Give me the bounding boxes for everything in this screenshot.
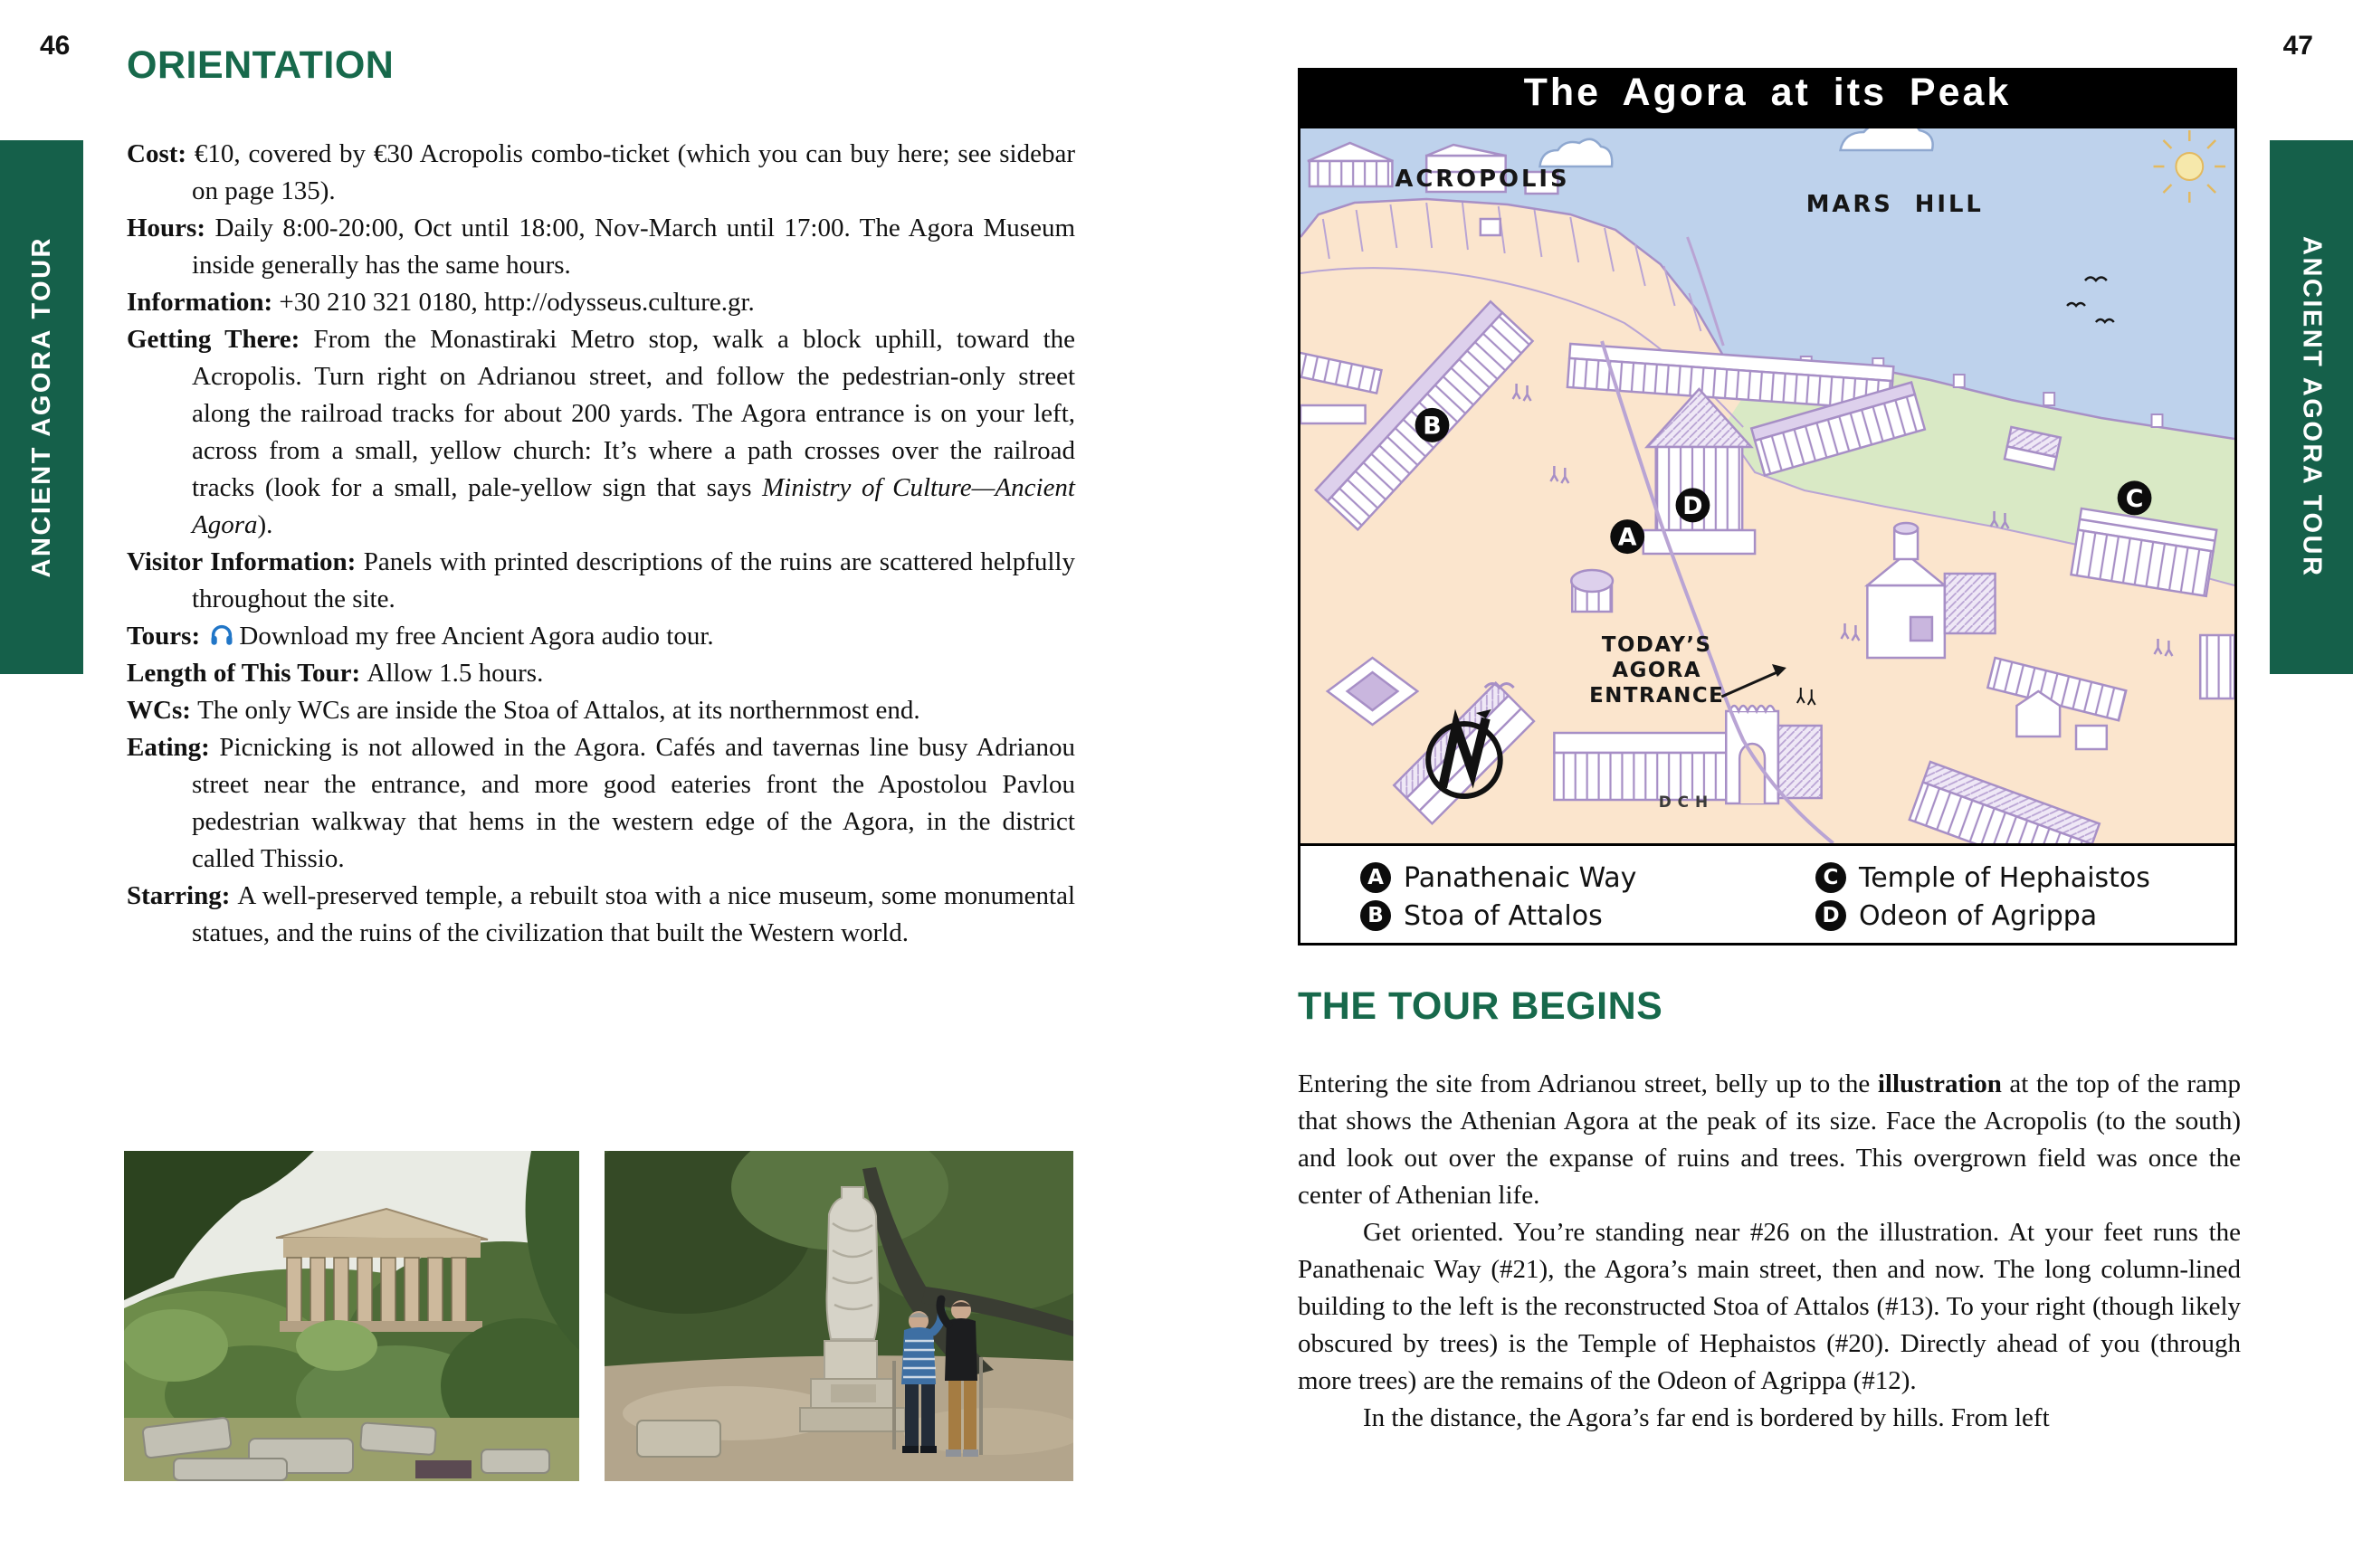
info-item-length-of-this-tour: Length of This Tour: Allow 1.5 hours. (127, 659, 544, 688)
info-label: Information: (127, 288, 280, 317)
legend-marker-d: D (1815, 900, 1846, 931)
info-label: Visitor Information: (127, 547, 364, 576)
artist-signature: DCH (1658, 792, 1715, 812)
info-item-cost: Cost: €10, covered by €30 Acropolis combo-ticket (which you can buy here; see sidebar on page 135). (127, 139, 1076, 205)
info-label: WCs: (127, 696, 198, 725)
info-label: Hours: (127, 214, 215, 242)
svg-text:ENTRANCE: ENTRANCE (1589, 683, 1725, 708)
map-illustration (1300, 128, 2234, 843)
map-marker-d (1676, 488, 1710, 522)
agora-map-panel (1298, 68, 2237, 946)
tour-begins-text (1298, 1066, 2241, 1437)
left-margin-tab (0, 140, 83, 674)
legend-name: Panathenaic Way (1404, 861, 1637, 894)
svg-text:A: A (1617, 523, 1637, 552)
map-title: The Agora at its Peak (1300, 71, 2234, 128)
info-item-tours: Tours: Download my free Ancient Agora audio tour. (127, 622, 714, 651)
map-legend (1300, 843, 2234, 940)
map-marker-a (1610, 519, 1644, 554)
info-label: Getting There: (127, 325, 314, 354)
info-label: Cost: (127, 139, 195, 168)
legend-name: Temple of Hephaistos (1859, 861, 2150, 894)
svg-text:D: D (1682, 491, 1703, 520)
right-margin-tab (2270, 140, 2353, 674)
acropolis-label: ACROPOLIS (1395, 165, 1570, 194)
legend-name: Odeon of Agrippa (1859, 899, 2098, 932)
legend-marker-b: B (1360, 900, 1391, 931)
svg-text:AGORA: AGORA (1612, 658, 1702, 683)
info-label: Starring: (127, 881, 238, 910)
tour-paragraph-2: Get oriented. You’re standing near #26 on the illustration. At your feet runs the Panathenaic Way (#21), the Agora’s main street, then and now. The long column-lined building to the left is the reconstructed Stoa of Attalos (#13). To your right (though likely obscured by trees) is the Temple of Hephaistos (#20). Directly ahead of you (through more trees) are the remains of the Odeon of Agrippa (#12). (1298, 1218, 2241, 1395)
map-marker-c (2118, 480, 2152, 515)
headphones-icon (208, 622, 235, 649)
tour-paragraph-3: In the distance, the Agora’s far end is bordered by hills. From left (1363, 1403, 2050, 1432)
legend-item-d (1815, 897, 2234, 935)
legend-item-b (1360, 897, 1779, 935)
page-number-right: 47 (2282, 31, 2313, 61)
legend-marker-a: A (1360, 862, 1391, 893)
map-marker-b (1415, 408, 1450, 442)
temple-of-hephaistos-photo (124, 1151, 579, 1481)
left-tab-label: ANCIENT AGORA TOUR (26, 236, 56, 578)
right-tab-label: ANCIENT AGORA TOUR (2297, 236, 2327, 578)
svg-text:C: C (2125, 484, 2144, 513)
legend-item-a (1360, 859, 1779, 897)
info-label: Eating: (127, 733, 220, 762)
orientation-info-list (127, 136, 1075, 952)
headless-statue-photo (605, 1151, 1073, 1481)
info-item-wcs: WCs: The only WCs are inside the Stoa of Attalos, at its northernmost end. (127, 696, 920, 725)
info-label: Tours: (127, 622, 207, 651)
orientation-heading: ORIENTATION (127, 43, 395, 87)
info-item-eating: Eating: Picnicking is not allowed in the Agora. Cafés and tavernas line busy Adrianou street near the entrance, and more good eateries front the Apostolou Pavlou pedestrian walkway that hems in the western edge of the Agora, in the district called Thissio. (127, 733, 1075, 873)
svg-text:B: B (1423, 412, 1442, 441)
info-item-hours: Hours: Daily 8:00-20:00, Oct until 18:00, Nov-March until 17:00. The Agora Museum inside generally has the same hours. (127, 214, 1076, 280)
svg-text:TODAY’S: TODAY’S (1601, 632, 1712, 658)
legend-item-c (1815, 859, 2234, 897)
info-item-visitor-information: Visitor Information: Panels with printed descriptions of the ruins are scattered helpfully throughout the site. (127, 547, 1075, 613)
info-item-starring: Starring: A well-preserved temple, a rebuilt stoa with a nice museum, some monumental statues, and the ruins of the civilization that built the Western world. (127, 881, 1076, 947)
legend-name: Stoa of Attalos (1404, 899, 1603, 932)
info-label: Length of This Tour: (127, 659, 367, 688)
info-item-information: Information: +30 210 321 0180, http://odysseus.culture.gr. (127, 288, 755, 317)
tour-begins-heading: THE TOUR BEGINS (1298, 984, 1663, 1028)
info-item-getting-there: Getting There: From the Monastiraki Metro stop, walk a block uphill, toward the Acropolis. Turn right on Adrianou street, and follow the pedestrian-only street along the railroad tracks for about 200 yards. The Agora entrance is on your left, across from a small, yellow church: It’s where a path crosses over the railroad tracks (look for a small, pale-yellow sign that says Ministry of Culture—Ancient Agora). (127, 325, 1075, 539)
tour-paragraph-1: Entering the site from Adrianou street, belly up to the illustration at the top of the ramp that shows the Athenian Agora at the peak of its size. Face the Acropolis (to the south) and look out over the expanse of ruins and trees. This overgrown field was once the center of Athenian life. (1298, 1069, 2241, 1210)
page-number-left: 46 (40, 31, 71, 61)
mars-hill-label: MARS HILL (1805, 190, 1984, 219)
tholos-building (1571, 570, 1613, 612)
south-stoa-building (1554, 733, 1726, 800)
legend-marker-c: C (1815, 862, 1846, 893)
